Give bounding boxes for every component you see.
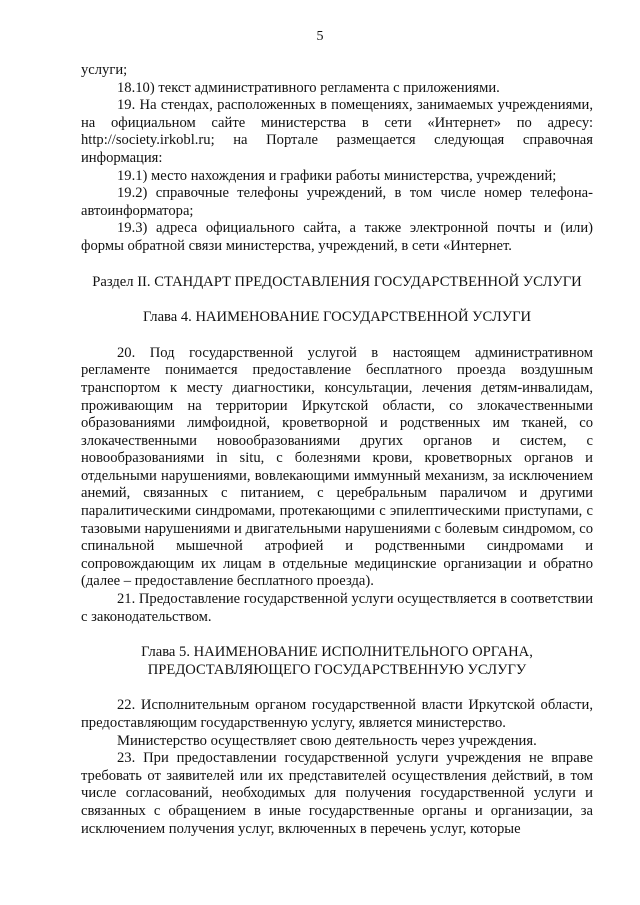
chapter-4-heading: Глава 4. НАИМЕНОВАНИЕ ГОСУДАРСТВЕННОЙ УСЛУГИ	[142, 309, 532, 326]
paragraph-19: 19. На стендах, расположенных в помещениях, занимаемых учреждениями, на официальном сайте министерства в сети «Интернет» по адресу: http://society.irkobl.ru; на Портале размещается следующая справочная информация:	[81, 97, 593, 166]
item-18-10: 18.10) текст административного регламента с приложениями.	[117, 79, 500, 96]
page-number: 5	[316, 29, 324, 44]
chapter-5-heading	[81, 644, 593, 679]
item-19-2: 19.2) справочные телефоны учреждений, в том числе номер телефона-автоинформатора;	[81, 185, 593, 219]
paragraph-22: 22. Исполнительным органом государственной власти Иркутской области, предоставляющим государственную услугу, является министерство.	[81, 697, 593, 731]
paragraph-ministry: Министерство осуществляет свою деятельность через учреждения.	[117, 732, 537, 749]
chapter-5-heading-line-1: Глава 5. НАИМЕНОВАНИЕ ИСПОЛНИТЕЛЬНОГО ОРГАНА,	[141, 644, 533, 661]
intro-line: услуги;	[81, 62, 128, 78]
paragraph-21: 21. Предоставление государственной услуги осуществляется в соответствии с законодательством.	[81, 591, 594, 625]
paragraph-23: 23. При предоставлении государственной услуги учреждения не вправе требовать от заявителей или их представителей осуществления действий, в том числе согласований, необходимых для получения государственной услуги и связанных с обращением в иные государственные органы и организации, за исключением получения услуг, включенных в перечень услуг, которые	[81, 750, 593, 837]
section-heading: Раздел II. СТАНДАРТ ПРЕДОСТАВЛЕНИЯ ГОСУДАРСТВЕННОЙ УСЛУГИ	[92, 273, 582, 290]
chapter-5-heading-line-2: ПРЕДОСТАВЛЯЮЩЕГО ГОСУДАРСТВЕННУЮ УСЛУГУ	[147, 661, 527, 678]
paragraph-20: 20. Под государственной услугой в настоящем административном регламенте понимается предоставление бесплатного проезда воздушным транспортом к месту диагностики, консультации, лечения детям-инвалидам, проживающим на территории Иркутской области, со злокачественными образованиями лимфоидной, кроветворной и родственных им тканей, со злокачественными новообразованиями других органов и систем, с новообразованиями in situ, с болезнями крови, кроветворных органов и отдельными нарушениями, вовлекающими иммунный механизм, за исключением анемий, связанных с питанием, с церебральным параличом и другими паралитическими синдромами, протекающими с эпилептическими приступами, с тазовыми нарушениями и двигательными нарушениями с болевым синдромом, со спинальной мышечной атрофией и родственными синдромами и сопровождающим их лицам в отдельные медицинские организации и обратно (далее – предоставление бесплатного проезда).	[81, 344, 593, 590]
item-19-3: 19.3) адреса официального сайта, а также электронной почты и (или) формы обратной связи министерства, учреждений, в сети «Интернет.	[81, 220, 593, 254]
item-19-1: 19.1) место нахождения и графики работы министерства, учреждений;	[117, 167, 557, 184]
document-body	[81, 62, 593, 838]
